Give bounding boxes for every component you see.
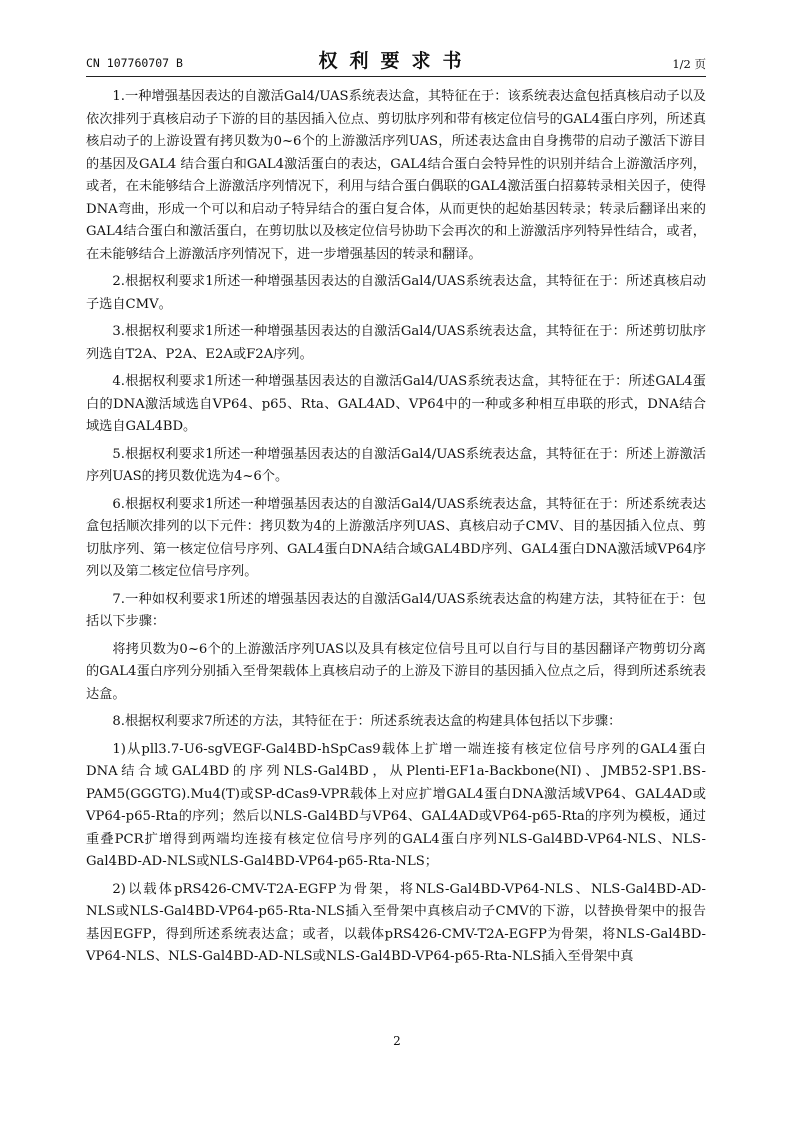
claim-paragraph: 7.一种如权利要求1所述的增强基因表达的自激活Gal4/UAS系统表达盒的构建方法，其特征在于：包括以下步骤： (86, 591, 706, 629)
header-rule (86, 76, 706, 77)
claim-paragraph: 将拷贝数为0~6个的上游激活序列UAS以及具有核定位信号且可以自行与目的基因翻译产物剪切分离的GAL4蛋白序列分别插入至骨架载体上真核启动子的上游及下游目的基因插入位点之后，得到所述系统表达盒。 (86, 641, 706, 702)
claim-paragraph: 8.根据权利要求7所述的方法，其特征在于：所述系统表达盒的构建具体包括以下步骤： (112, 714, 622, 729)
page-header (86, 44, 706, 74)
claim-paragraph: 6.根据权利要求1所述一种增强基因表达的自激活Gal4/UAS系统表达盒，其特征在于：所述系统表达盒包括顺次排列的以下元件：拷贝数为4的上游激活序列UAS、真核启动子CMV、目的基因插入位点、剪切肽序列、第一核定位信号序列、GAL4蛋白DNA结合域GAL4BD序列、GAL4蛋白DNA激活域VP64序列以及第二核定位信号序列。 (86, 496, 706, 579)
claim-paragraph: 4.根据权利要求1所述一种增强基因表达的自激活Gal4/UAS系统表达盒，其特征在于：所述GAL4蛋白的DNA激活域选自VP64、p65、Rta、GAL4AD、VP64中的一种或多种相互串联的形式，DNA结合域选自GAL4BD。 (86, 374, 706, 434)
claim-paragraph: 5.根据权利要求1所述一种增强基因表达的自激活Gal4/UAS系统表达盒，其特征在于：所述上游激活序列UAS的拷贝数优选为4~6个。 (86, 446, 706, 484)
page-number: 2 (393, 1034, 401, 1048)
claim-paragraph: 2)以载体pRS426-CMV-T2A-EGFP为骨架，将NLS-Gal4BD-VP64-NLS、NLS-Gal4BD-AD-NLS或NLS-Gal4BD-VP64-p65-Rta-NLS插入至骨架中真核启动子CMV的下游，以替换骨架中的报告基因EGFP，得到所述系统表达盒；或者，以载体pRS426-CMV-T2A-EGFP为骨架，将NLS-Gal4BD-VP64-NLS、NLS-Gal4BD-AD-NLS或NLS-Gal4BD-VP64-p65-Rta-NLS插入至骨架中真 (86, 881, 706, 964)
claim-paragraph: 1.一种增强基因表达的自激活Gal4/UAS系统表达盒，其特征在于：该系统表达盒包括真核启动子以及依次排列于真核启动子下游的目的基因插入位点、剪切肽序列和带有核定位信号的GAL4蛋白序列，所述真核启动子的上游设置有拷贝数为0~6个的上游激活序列UAS，所述表达盒由自身携带的启动子激活下游目的基因及GAL4 结合蛋白和GAL4激活蛋白的表达，GAL4结合蛋白会特异性的识别并结合上游激活序列，或者，在未能够结合上游激活序列情况下，利用与结合蛋白偶联的GAL4激活蛋白招募转录相关因子，使得DNA弯曲，形成一个可以和启动子特异结合的蛋白复合体，从而更快的起始基因转录；转录后翻译出来的GAL4结合蛋白和激活蛋白，在剪切肽以及核定位信号协助下会再次的和上游激活序列特异性结合，或者，在未能够结合上游激活序列情况下，进一步增强基因的转录和翻译。 (86, 89, 706, 262)
claims-body (86, 86, 706, 974)
claim-paragraph: 3.根据权利要求1所述一种增强基因表达的自激活Gal4/UAS系统表达盒，其特征在于：所述剪切肽序列选自T2A、P2A、E2A或F2A序列。 (86, 324, 706, 362)
patent-number: CN 107760707 B (86, 56, 183, 70)
claim-paragraph: 2.根据权利要求1所述一种增强基因表达的自激活Gal4/UAS系统表达盒，其特征在于：所述真核启动子选自CMV。 (86, 274, 706, 312)
claim-paragraph: 1)从pll3.7-U6-sgVEGF-Gal4BD-hSpCas9载体上扩增一端连接有核定位信号序列的GAL4蛋白DNA结合域GAL4BD的序列NLS-Gal4BD，从Plenti-EF1a-Backbone(NI)、JMB52-SP1.BS-PAM5(GGGTG).Mu4(T)或SP-dCas9-VPR载体上对应扩增GAL4蛋白DNA激活域VP64、GAL4AD或VP64-p65-Rta的序列；然后以NLS-Gal4BD与VP64、GAL4AD或VP64-p65-Rta的序列为模板，通过重叠PCR扩增得到两端均连接有核定位信号序列的GAL4蛋白序列NLS-Gal4BD-VP64-NLS、NLS-Gal4BD-AD-NLS或NLS-Gal4BD-VP64-p65-Rta-NLS； (86, 741, 707, 869)
document-title: 权利要求书 (318, 50, 474, 72)
page-label: 1/2 页 (672, 57, 706, 71)
